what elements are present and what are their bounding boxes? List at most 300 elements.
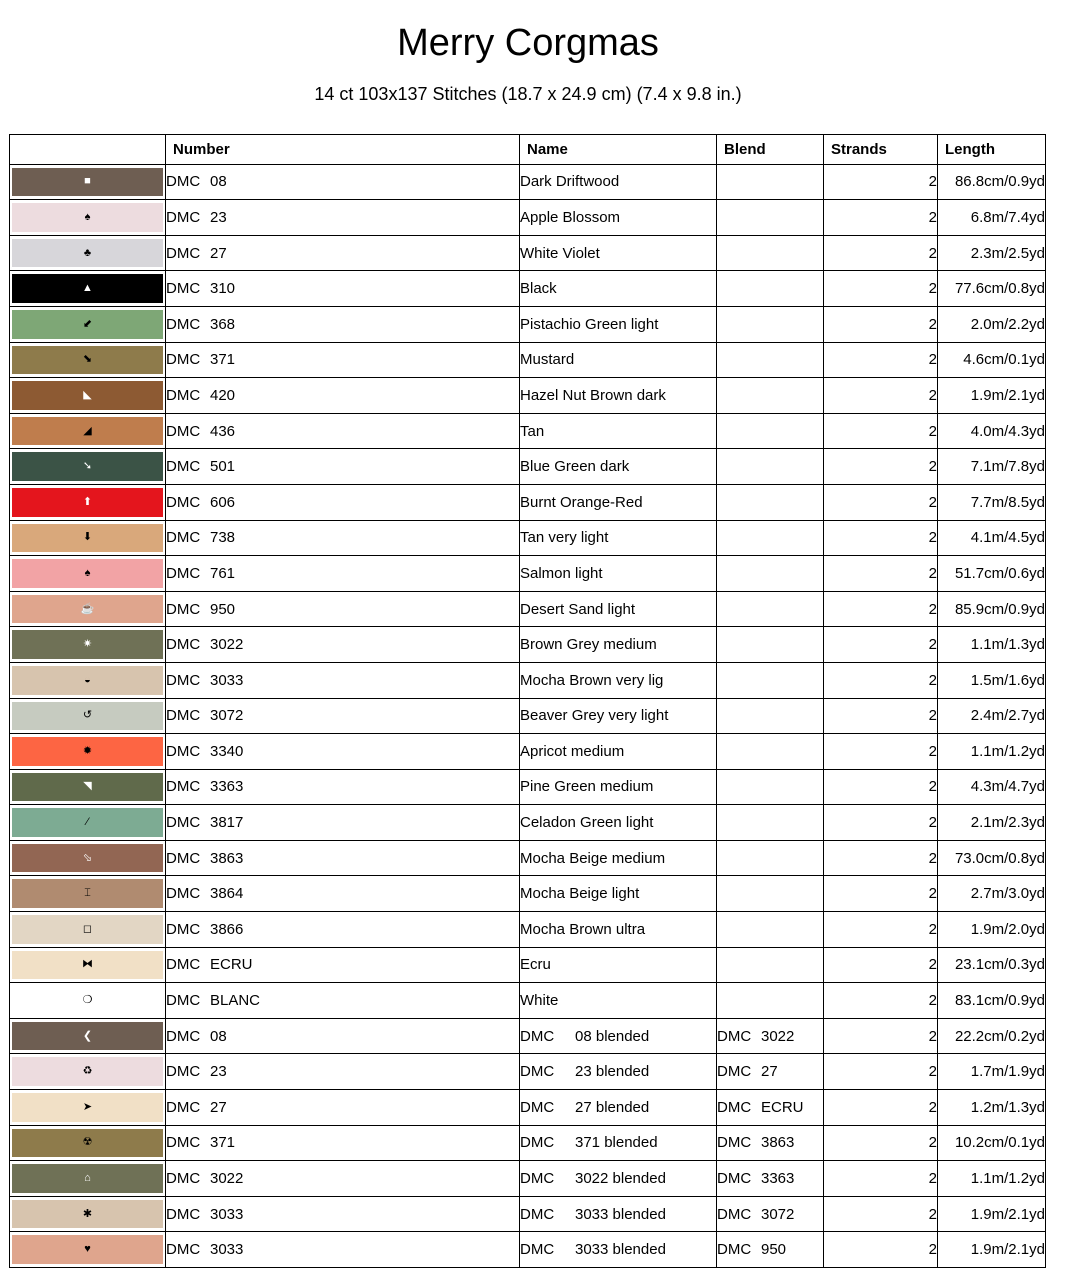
blend-cell	[717, 912, 824, 948]
stitch-symbol-icon: ⬇	[82, 531, 93, 544]
blend-cell	[717, 1161, 824, 1197]
thread-brand: DMC	[166, 422, 201, 440]
stitch-symbol-icon: ⬂	[82, 851, 93, 864]
symbol-cell	[10, 1125, 166, 1161]
color-swatch	[12, 773, 163, 802]
blend-cell	[717, 342, 824, 378]
name-cell	[520, 449, 717, 485]
length-cell: 22.2cm/0.2yd	[938, 1018, 1046, 1054]
thread-code: 371	[210, 1134, 236, 1152]
length-cell: 85.9cm/0.9yd	[938, 591, 1046, 627]
stitch-symbol-icon: ◥	[83, 780, 92, 793]
table-row	[10, 413, 1046, 449]
color-swatch	[12, 1129, 163, 1158]
blend-cell	[717, 1196, 824, 1232]
blend-cell	[717, 306, 824, 342]
stitch-symbol-icon: ✱	[82, 1207, 93, 1220]
length-cell: 2.4m/2.7yd	[938, 698, 1046, 734]
name-cell	[520, 1161, 717, 1197]
blend-cell	[717, 591, 824, 627]
blend-cell	[717, 1054, 824, 1090]
number-cell	[166, 413, 520, 449]
length-cell: 83.1cm/0.9yd	[938, 983, 1046, 1019]
thread-brand: DMC	[166, 885, 201, 903]
thread-brand: DMC	[166, 315, 201, 333]
thread-name: Mocha Brown ultra	[520, 920, 646, 938]
thread-name: Black	[520, 280, 557, 298]
symbol-cell	[10, 342, 166, 378]
blend-brand: DMC	[717, 1063, 752, 1081]
length-cell: 1.1m/1.3yd	[938, 627, 1046, 663]
thread-name: White Violet	[520, 244, 600, 262]
color-swatch	[12, 239, 163, 268]
length-cell: 2.0m/2.2yd	[938, 306, 1046, 342]
strands-cell: 2	[824, 413, 938, 449]
table-row	[10, 1232, 1046, 1268]
color-swatch	[12, 915, 163, 944]
stitch-symbol-icon: ◻	[82, 922, 93, 935]
stitch-symbol-icon: ▲	[82, 282, 93, 295]
table-row	[10, 449, 1046, 485]
strands-cell: 2	[824, 1161, 938, 1197]
number-cell	[166, 1125, 520, 1161]
name-cell	[520, 591, 717, 627]
length-column-header: Length	[938, 135, 1046, 165]
blend-brand: DMC	[717, 1241, 752, 1259]
stitch-symbol-icon: ↺	[82, 709, 93, 722]
strands-cell: 2	[824, 840, 938, 876]
number-cell	[166, 734, 520, 770]
thread-name: Dark Driftwood	[520, 173, 620, 191]
length-cell: 77.6cm/0.8yd	[938, 271, 1046, 307]
table-row	[10, 876, 1046, 912]
thread-brand: DMC	[166, 208, 201, 226]
thread-name: Apricot medium	[520, 742, 625, 760]
stitch-symbol-icon: ➤	[82, 1100, 93, 1113]
strands-cell: 2	[824, 1090, 938, 1126]
blend-cell	[717, 271, 824, 307]
number-cell	[166, 805, 520, 841]
name-cell	[520, 627, 717, 663]
strands-cell: 2	[824, 484, 938, 520]
thread-name: Tan very light	[520, 529, 609, 547]
length-cell: 73.0cm/0.8yd	[938, 840, 1046, 876]
blend-cell	[717, 769, 824, 805]
symbol-cell	[10, 1232, 166, 1268]
name-cell	[520, 200, 717, 236]
name-cell	[520, 520, 717, 556]
blend-code: 3363	[761, 1170, 795, 1188]
name-cell	[520, 1232, 717, 1268]
thread-name: Blue Green dark	[520, 458, 630, 476]
strands-cell: 2	[824, 698, 938, 734]
table-row	[10, 983, 1046, 1019]
symbol-cell	[10, 1090, 166, 1126]
table-row	[10, 805, 1046, 841]
thread-code: 27	[210, 244, 227, 262]
thread-name: Brown Grey medium	[520, 636, 657, 654]
blend-code: 3022	[761, 1027, 795, 1045]
stitch-symbol-icon: ✷	[82, 638, 93, 651]
thread-brand: DMC	[166, 351, 201, 369]
stitch-symbol-icon: ☕	[80, 602, 95, 615]
name-cell	[520, 413, 717, 449]
length-cell: 1.7m/1.9yd	[938, 1054, 1046, 1090]
symbol-cell	[10, 627, 166, 663]
table-row	[10, 698, 1046, 734]
blend-cell	[717, 449, 824, 485]
color-swatch	[12, 1093, 163, 1122]
symbol-cell	[10, 164, 166, 200]
stitch-symbol-icon: ☢	[82, 1136, 93, 1149]
number-cell	[166, 1090, 520, 1126]
strands-cell: 2	[824, 449, 938, 485]
thread-name: DMC 23 blended	[520, 1063, 650, 1081]
table-row	[10, 769, 1046, 805]
thread-brand: DMC	[166, 636, 201, 654]
length-cell: 1.1m/1.2yd	[938, 734, 1046, 770]
strands-cell: 2	[824, 769, 938, 805]
color-swatch	[12, 381, 163, 410]
blend-cell	[717, 235, 824, 271]
thread-code: 3072	[210, 707, 244, 725]
page-subtitle: 14 ct 103x137 Stitches (18.7 x 24.9 cm) (7.4 x 9.8 in.)	[314, 84, 742, 104]
blend-cell	[717, 413, 824, 449]
name-cell	[520, 378, 717, 414]
color-swatch	[12, 452, 163, 481]
length-cell: 2.1m/2.3yd	[938, 805, 1046, 841]
table-row	[10, 1125, 1046, 1161]
thread-code: 3866	[210, 920, 244, 938]
blend-cell	[717, 378, 824, 414]
blend-cell	[717, 876, 824, 912]
blend-cell	[717, 840, 824, 876]
thread-brand: DMC	[166, 778, 201, 796]
blend-cell	[717, 1018, 824, 1054]
thread-name: Hazel Nut Brown dark	[520, 386, 666, 404]
thread-brand: DMC	[166, 1241, 201, 1259]
strands-column-header: Strands	[824, 135, 938, 165]
color-swatch	[12, 630, 163, 659]
length-cell: 1.9m/2.0yd	[938, 912, 1046, 948]
stitch-symbol-icon: ♠	[84, 210, 91, 223]
blend-cell	[717, 734, 824, 770]
symbol-cell	[10, 840, 166, 876]
thread-code: 23	[210, 1063, 227, 1081]
blend-brand: DMC	[717, 1170, 752, 1188]
blend-code: 27	[761, 1063, 778, 1081]
thread-name: DMC 27 blended	[520, 1098, 650, 1116]
thread-name: Beaver Grey very light	[520, 707, 669, 725]
color-swatch	[12, 1200, 163, 1229]
table-row	[10, 556, 1046, 592]
color-swatch	[12, 595, 163, 624]
strands-cell: 2	[824, 342, 938, 378]
blend-brand: DMC	[717, 1098, 752, 1116]
thread-brand: DMC	[166, 173, 201, 191]
thread-name: DMC 3022 blended	[520, 1170, 666, 1188]
length-cell: 1.9m/2.1yd	[938, 1232, 1046, 1268]
strands-cell: 2	[824, 520, 938, 556]
name-column-header: Name	[520, 135, 717, 165]
blend-code: 3863	[761, 1134, 795, 1152]
table-row	[10, 1054, 1046, 1090]
symbol-cell	[10, 1054, 166, 1090]
color-swatch	[12, 203, 163, 232]
thread-name: Desert Sand light	[520, 600, 636, 618]
blend-cell	[717, 983, 824, 1019]
thread-brand: DMC	[166, 244, 201, 262]
thread-code: 371	[210, 351, 236, 369]
symbol-cell	[10, 947, 166, 983]
length-cell: 6.8m/7.4yd	[938, 200, 1046, 236]
blend-cell	[717, 200, 824, 236]
thread-brand: DMC	[166, 1027, 201, 1045]
length-cell: 1.5m/1.6yd	[938, 662, 1046, 698]
blend-cell	[717, 164, 824, 200]
stitch-symbol-icon: ✹	[82, 744, 93, 757]
name-cell	[520, 983, 717, 1019]
thread-name: DMC 3033 blended	[520, 1241, 666, 1259]
name-cell	[520, 306, 717, 342]
symbol-cell	[10, 520, 166, 556]
number-cell	[166, 556, 520, 592]
table-row	[10, 840, 1046, 876]
color-swatch	[12, 1022, 163, 1051]
symbol-cell	[10, 271, 166, 307]
color-swatch	[12, 346, 163, 375]
length-cell: 4.1m/4.5yd	[938, 520, 1046, 556]
thread-brand: DMC	[166, 920, 201, 938]
color-swatch	[12, 1164, 163, 1193]
thread-brand: DMC	[166, 742, 201, 760]
number-cell	[166, 342, 520, 378]
thread-code: 368	[210, 315, 236, 333]
number-cell	[166, 378, 520, 414]
symbol-cell	[10, 556, 166, 592]
thread-code: 3033	[210, 671, 244, 689]
length-cell: 23.1cm/0.3yd	[938, 947, 1046, 983]
strands-cell: 2	[824, 378, 938, 414]
number-column-header: Number	[166, 135, 520, 165]
blend-brand: DMC	[717, 1134, 752, 1152]
stitch-symbol-icon: ◢	[83, 424, 92, 437]
number-cell	[166, 484, 520, 520]
blend-cell	[717, 520, 824, 556]
name-cell	[520, 1018, 717, 1054]
stitch-symbol-icon: ◒	[84, 673, 91, 686]
symbol-cell	[10, 734, 166, 770]
thread-name: DMC 371 blended	[520, 1134, 658, 1152]
strands-cell: 2	[824, 1125, 938, 1161]
table-row	[10, 200, 1046, 236]
color-swatch	[12, 951, 163, 980]
number-cell	[166, 1018, 520, 1054]
stitch-symbol-icon: ⬋	[82, 317, 93, 330]
stitch-symbol-icon: ❍	[82, 994, 93, 1007]
number-cell	[166, 1232, 520, 1268]
thread-code: 3022	[210, 1170, 244, 1188]
table-row	[10, 1018, 1046, 1054]
thread-code: 08	[210, 1027, 227, 1045]
color-swatch	[12, 986, 163, 1015]
stitch-symbol-icon: ■	[84, 175, 91, 188]
strands-cell: 2	[824, 1018, 938, 1054]
name-cell	[520, 876, 717, 912]
thread-code: BLANC	[210, 992, 261, 1010]
strands-cell: 2	[824, 662, 938, 698]
thread-code: 27	[210, 1098, 227, 1116]
thread-brand: DMC	[166, 529, 201, 547]
floss-table	[9, 134, 1046, 1268]
length-cell: 86.8cm/0.9yd	[938, 164, 1046, 200]
color-swatch	[12, 524, 163, 553]
stitch-symbol-icon: ♻	[82, 1065, 93, 1078]
number-cell	[166, 1161, 520, 1197]
thread-code: 3033	[210, 1241, 244, 1259]
length-cell: 1.9m/2.1yd	[938, 1196, 1046, 1232]
number-cell	[166, 983, 520, 1019]
strands-cell: 2	[824, 1196, 938, 1232]
stitch-symbol-icon: ⁄	[86, 816, 89, 829]
thread-code: 310	[210, 280, 236, 298]
number-cell	[166, 449, 520, 485]
thread-brand: DMC	[166, 707, 201, 725]
thread-code: 3340	[210, 742, 244, 760]
strands-cell: 2	[824, 556, 938, 592]
number-cell	[166, 912, 520, 948]
color-swatch	[12, 274, 163, 303]
symbol-cell	[10, 200, 166, 236]
blend-cell	[717, 1125, 824, 1161]
length-cell: 51.7cm/0.6yd	[938, 556, 1046, 592]
table-row	[10, 1090, 1046, 1126]
thread-name: Mustard	[520, 351, 575, 369]
strands-cell: 2	[824, 627, 938, 663]
thread-brand: DMC	[166, 814, 201, 832]
number-cell	[166, 1196, 520, 1232]
thread-name: DMC 08 blended	[520, 1027, 650, 1045]
table-row	[10, 271, 1046, 307]
blend-column-header: Blend	[717, 135, 824, 165]
color-swatch	[12, 737, 163, 766]
name-cell	[520, 1196, 717, 1232]
number-cell	[166, 591, 520, 627]
symbol-cell	[10, 769, 166, 805]
thread-code: 23	[210, 208, 227, 226]
table-row	[10, 627, 1046, 663]
number-cell	[166, 520, 520, 556]
symbol-cell	[10, 591, 166, 627]
thread-name: Apple Blossom	[520, 208, 621, 226]
name-cell	[520, 662, 717, 698]
thread-name: Mocha Brown very lig	[520, 671, 664, 689]
symbol-cell	[10, 1018, 166, 1054]
thread-brand: DMC	[166, 1205, 201, 1223]
thread-code: 436	[210, 422, 236, 440]
thread-name: Salmon light	[520, 564, 603, 582]
page-title: Merry Corgmas	[397, 22, 659, 64]
stitch-symbol-icon: ♠	[84, 566, 91, 579]
color-swatch	[12, 168, 163, 197]
strands-cell: 2	[824, 912, 938, 948]
stitch-symbol-icon: ◣	[83, 388, 92, 401]
number-cell	[166, 235, 520, 271]
number-cell	[166, 840, 520, 876]
strands-cell: 2	[824, 734, 938, 770]
table-row	[10, 306, 1046, 342]
symbol-cell	[10, 1161, 166, 1197]
symbol-cell	[10, 698, 166, 734]
blend-cell	[717, 947, 824, 983]
strands-cell: 2	[824, 983, 938, 1019]
stitch-symbol-icon: ❮	[82, 1029, 93, 1042]
blend-cell	[717, 1090, 824, 1126]
name-cell	[520, 235, 717, 271]
thread-code: 3022	[210, 636, 244, 654]
thread-code: 08	[210, 173, 227, 191]
thread-code: 738	[210, 529, 236, 547]
number-cell	[166, 876, 520, 912]
thread-name: DMC 3033 blended	[520, 1205, 666, 1223]
number-cell	[166, 200, 520, 236]
blend-brand: DMC	[717, 1027, 752, 1045]
stitch-symbol-icon: ♣	[83, 246, 92, 259]
strands-cell: 2	[824, 271, 938, 307]
thread-brand: DMC	[166, 849, 201, 867]
thread-code: 606	[210, 493, 236, 511]
thread-code: 3363	[210, 778, 244, 796]
thread-name: Celadon Green light	[520, 814, 654, 832]
symbol-cell	[10, 306, 166, 342]
length-cell: 1.1m/1.2yd	[938, 1161, 1046, 1197]
blend-code: ECRU	[761, 1098, 804, 1116]
thread-code: 3817	[210, 814, 244, 832]
symbol-cell	[10, 983, 166, 1019]
stitch-symbol-icon: ➘	[82, 460, 93, 473]
stitch-symbol-icon: ⧓	[82, 958, 93, 971]
thread-brand: DMC	[166, 600, 201, 618]
symbol-cell	[10, 805, 166, 841]
strands-cell: 2	[824, 805, 938, 841]
blend-cell	[717, 484, 824, 520]
number-cell	[166, 698, 520, 734]
strands-cell: 2	[824, 306, 938, 342]
thread-brand: DMC	[166, 1098, 201, 1116]
number-cell	[166, 306, 520, 342]
name-cell	[520, 912, 717, 948]
color-swatch	[12, 559, 163, 588]
thread-name: Pistachio Green light	[520, 315, 659, 333]
blend-cell	[717, 556, 824, 592]
length-cell: 1.9m/2.1yd	[938, 378, 1046, 414]
name-cell	[520, 734, 717, 770]
thread-brand: DMC	[166, 1063, 201, 1081]
length-cell: 1.2m/1.3yd	[938, 1090, 1046, 1126]
thread-code: 501	[210, 458, 236, 476]
number-cell	[166, 662, 520, 698]
table-row	[10, 378, 1046, 414]
number-cell	[166, 164, 520, 200]
strands-cell: 2	[824, 164, 938, 200]
thread-brand: DMC	[166, 1170, 201, 1188]
color-swatch	[12, 310, 163, 339]
length-cell: 2.7m/3.0yd	[938, 876, 1046, 912]
name-cell	[520, 1125, 717, 1161]
strands-cell: 2	[824, 947, 938, 983]
stitch-symbol-icon: ♥	[84, 1243, 91, 1256]
thread-code: 3864	[210, 885, 244, 903]
